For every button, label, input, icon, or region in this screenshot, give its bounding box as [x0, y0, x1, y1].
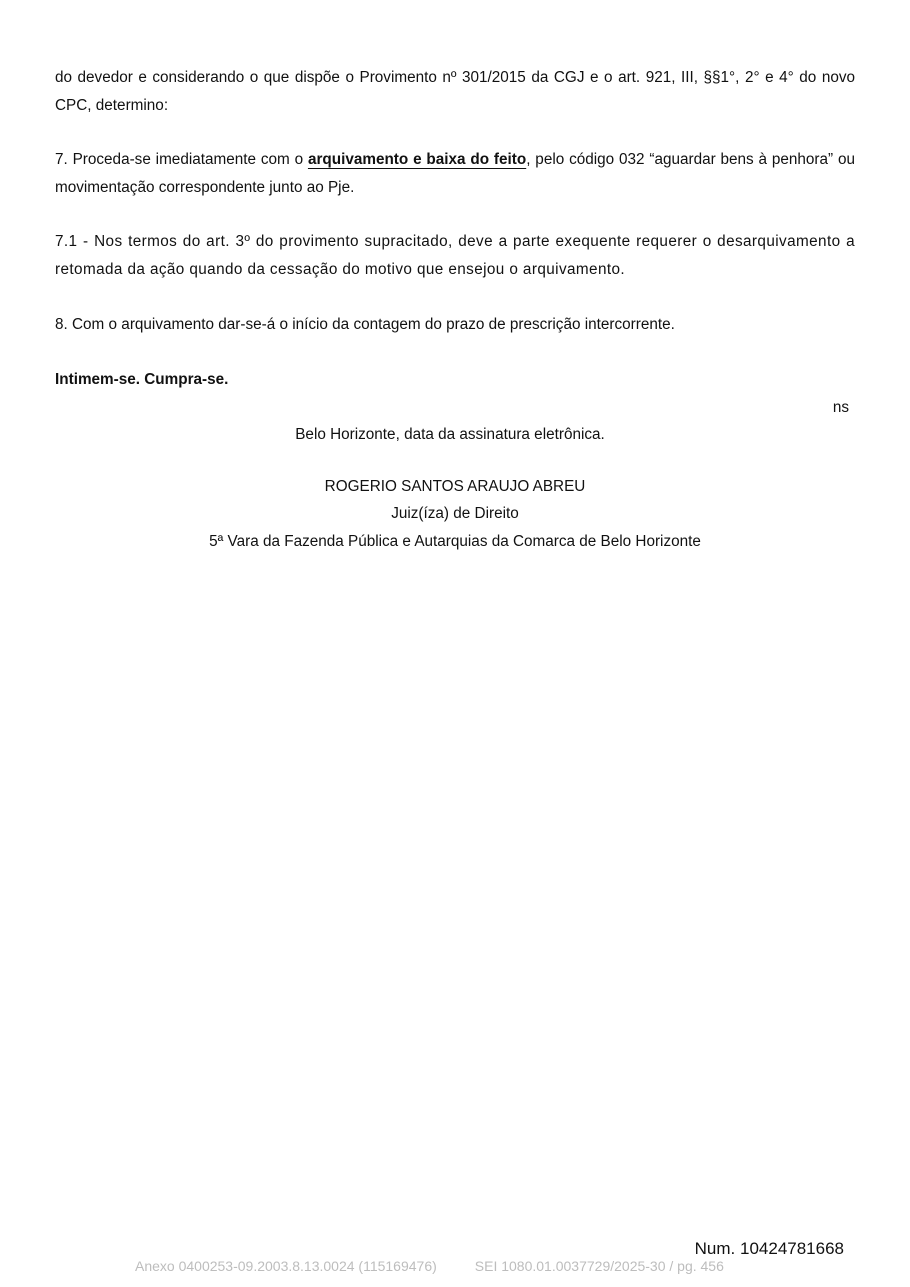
paragraph-provimento: do devedor e considerando o que dispõe o Provimento nº 301/2015 da CGJ e o art. 921, III, §§1°, 2° e 4° do novo CPC, determino:: [55, 69, 855, 114]
signer-title: Juiz(íza) de Direito: [391, 505, 519, 522]
page-footer: [135, 1256, 724, 1276]
signer-name: ROGERIO SANTOS ARAUJO ABREU: [324, 478, 586, 495]
item-7-text-start: 7. Proceda-se imediatamente com o: [55, 151, 308, 168]
document-number: Num. 10424781668: [694, 1239, 844, 1258]
paragraph-item-7-1: 7.1 - Nos termos do art. 3º do provimento supracitado, deve a parte exequente requerer o desarquivamento a retomada da ação quando da cessação do motivo que ensejou o arquivamento.: [55, 233, 855, 278]
item-7-text-end: , pelo código 032 “aguardar bens à penhora” ou movimentação correspondente junto ao Pje.: [55, 151, 855, 196]
paragraph-item-8: 8. Com o arquivamento dar-se-á o início da contagem do prazo de prescrição intercorrente.: [55, 316, 675, 333]
sei-reference: SEI 1080.01.0037729/2025-30 / pg. 456: [474, 1258, 724, 1274]
paragraph-item-7: [55, 146, 855, 201]
court-name: 5ª Vara da Fazenda Pública e Autarquias da Comarca de Belo Horizonte: [209, 533, 701, 550]
annex-reference: Anexo 0400253-09.2003.8.13.0024 (115169476): [135, 1258, 437, 1274]
place-date: Belo Horizonte, data da assinatura eletrônica.: [295, 426, 605, 443]
typist-initials: ns: [832, 399, 849, 416]
item-7-emphasis: arquivamento e baixa do feito: [307, 151, 527, 168]
closing-statement: Intimem-se. Cumpra-se.: [55, 371, 229, 388]
